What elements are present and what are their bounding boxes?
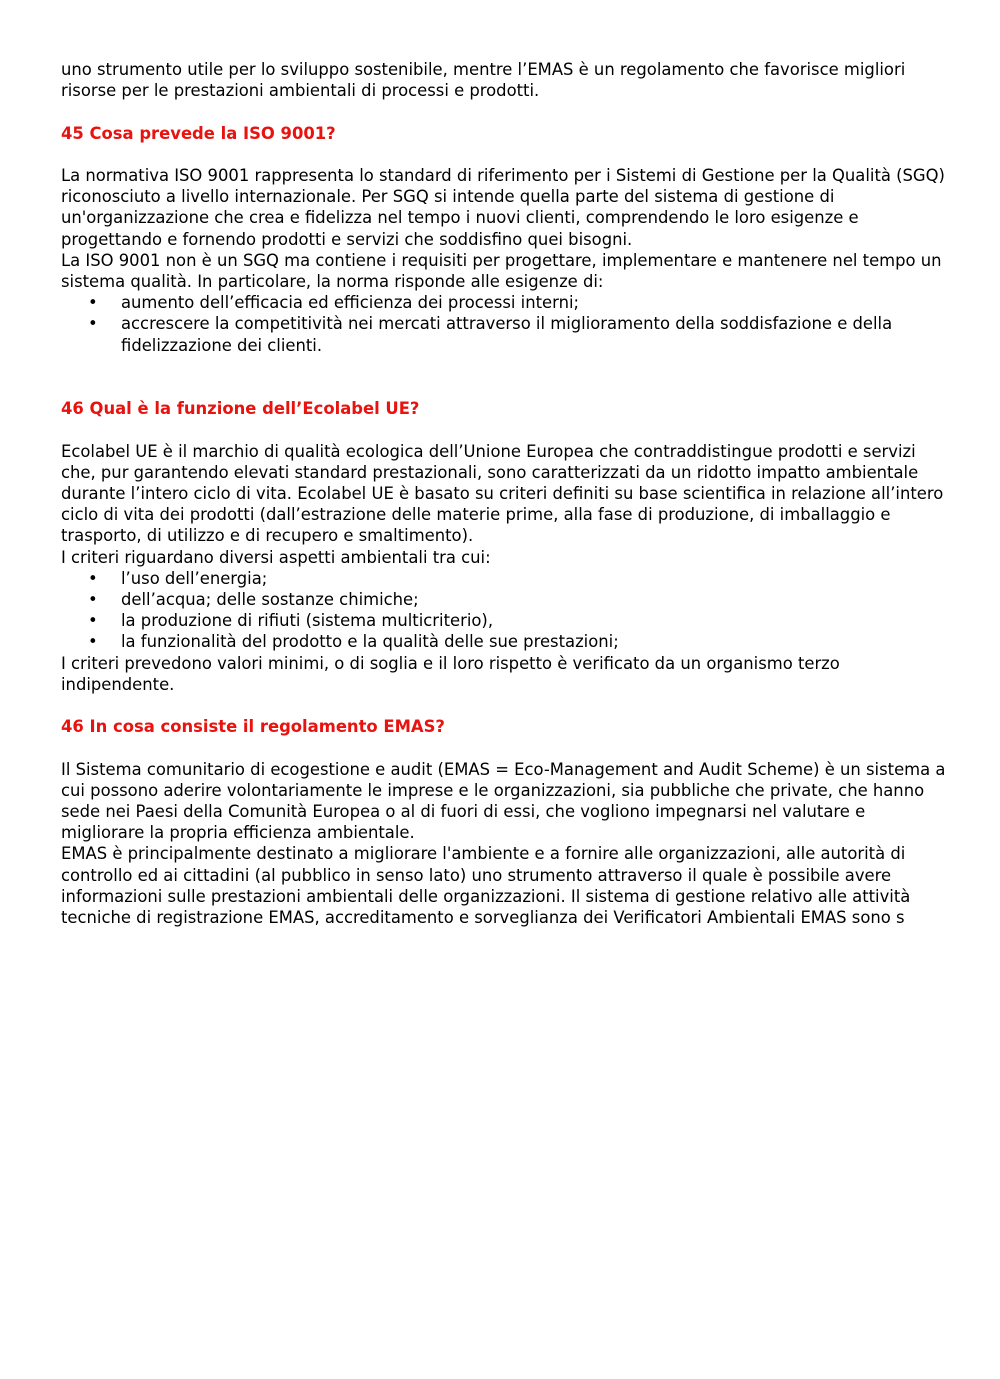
section-46-emas-heading: 46 In cosa consiste il regolamento EMAS?	[61, 717, 445, 737]
list-item-text: l’uso dell’energia;	[121, 568, 268, 588]
section-45-paragraph-1: La normativa ISO 9001 rappresenta lo standard di riferimento per i Sistemi di Gestione per la Qualità (SGQ) riconosciuto a livello internazionale. Per SGQ si intende quella parte del sistema di gestione di un'organizzazione che crea e fidelizza nel tempo i nuovi clienti, comprendendo le loro esigenze e progettando e fornendo prodotti e servizi che soddisfino quei bisogni.	[61, 165, 945, 249]
list-item-text: dell’acqua; delle sostanze chimiche;	[121, 590, 419, 610]
section-46-ecolabel-paragraph-3: I criteri prevedono valori minimi, o di soglia e il loro rispetto è verificato da un organismo terzo indipendente.	[61, 653, 840, 694]
section-46-ecolabel-paragraph-2: I criteri riguardano diversi aspetti ambientali tra cui:	[61, 547, 491, 567]
bullet-icon: •	[88, 611, 98, 631]
list-item	[61, 610, 951, 631]
list-item-text: aumento dell’efficacia ed efficienza dei processi interni;	[121, 293, 580, 313]
bullet-icon: •	[88, 568, 98, 588]
bullet-icon: •	[88, 632, 98, 652]
section-45-bullet-list	[61, 292, 951, 356]
list-item	[61, 631, 951, 652]
list-item-text: la funzionalità del prodotto e la qualità delle sue prestazioni;	[121, 632, 619, 652]
document-page	[61, 59, 951, 928]
bullet-icon: •	[88, 293, 98, 313]
section-45-heading: 45 Cosa prevede la ISO 9001?	[61, 123, 336, 143]
section-46-ecolabel-bullet-list	[61, 568, 951, 653]
list-item	[61, 292, 951, 313]
section-46-emas-paragraph-1: Il Sistema comunitario di ecogestione e audit (EMAS = Eco-Management and Audit Scheme) è un sistema a cui possono aderire volontariamente le imprese e le organizzazioni, sia pubbliche che private, che hanno sede nei Paesi della Comunità Europea o al di fuori di essi, che vogliono impegnarsi nel valutare e migliorare la propria efficienza ambientale.	[61, 759, 946, 843]
section-46-ecolabel-paragraph-1: Ecolabel UE è il marchio di qualità ecologica dell’Unione Europea che contraddistingue prodotti e servizi che, pur garantendo elevati standard prestazionali, sono caratterizzati da un ridotto impatto ambientale durante l’intero ciclo di vita. Ecolabel UE è basato su criteri definiti su base scientifica in relazione all’intero ciclo di vita dei prodotti (dall’estrazione delle materie prime, alla fase di produzione, di imballaggio e trasporto, di utilizzo e di recupero e smaltimento).	[61, 441, 944, 546]
bullet-icon: •	[88, 314, 98, 334]
bullet-icon: •	[88, 590, 98, 610]
list-item-text: accrescere la competitività nei mercati attraverso il miglioramento della soddisfazione e della fidelizzazione dei clienti.	[121, 314, 893, 355]
list-item	[61, 313, 951, 355]
list-item-text: la produzione di rifiuti (sistema multicriterio),	[121, 611, 494, 631]
intro-paragraph: uno strumento utile per lo sviluppo sostenibile, mentre l’EMAS è un regolamento che favorisce migliori risorse per le prestazioni ambientali di processi e prodotti.	[61, 60, 906, 101]
section-46-emas-paragraph-2: EMAS è principalmente destinato a migliorare l'ambiente e a fornire alle organizzazioni, alle autorità di controllo ed ai cittadini (al pubblico in senso lato) uno strumento attraverso il quale è possibile avere informazioni sulle prestazioni ambientali delle organizzazioni. Il sistema di gestione relativo alle attività tecniche di registrazione EMAS, accreditamento e sorveglianza dei Verificatori Ambientali EMAS sono s	[61, 844, 911, 928]
section-45-paragraph-2: La ISO 9001 non è un SGQ ma contiene i requisiti per progettare, implementare e mantenere nel tempo un sistema qualità. In particolare, la norma risponde alle esigenze di:	[61, 250, 942, 291]
list-item	[61, 589, 951, 610]
list-item	[61, 568, 951, 589]
section-46-ecolabel-heading: 46 Qual è la funzione dell’Ecolabel UE?	[61, 399, 420, 419]
